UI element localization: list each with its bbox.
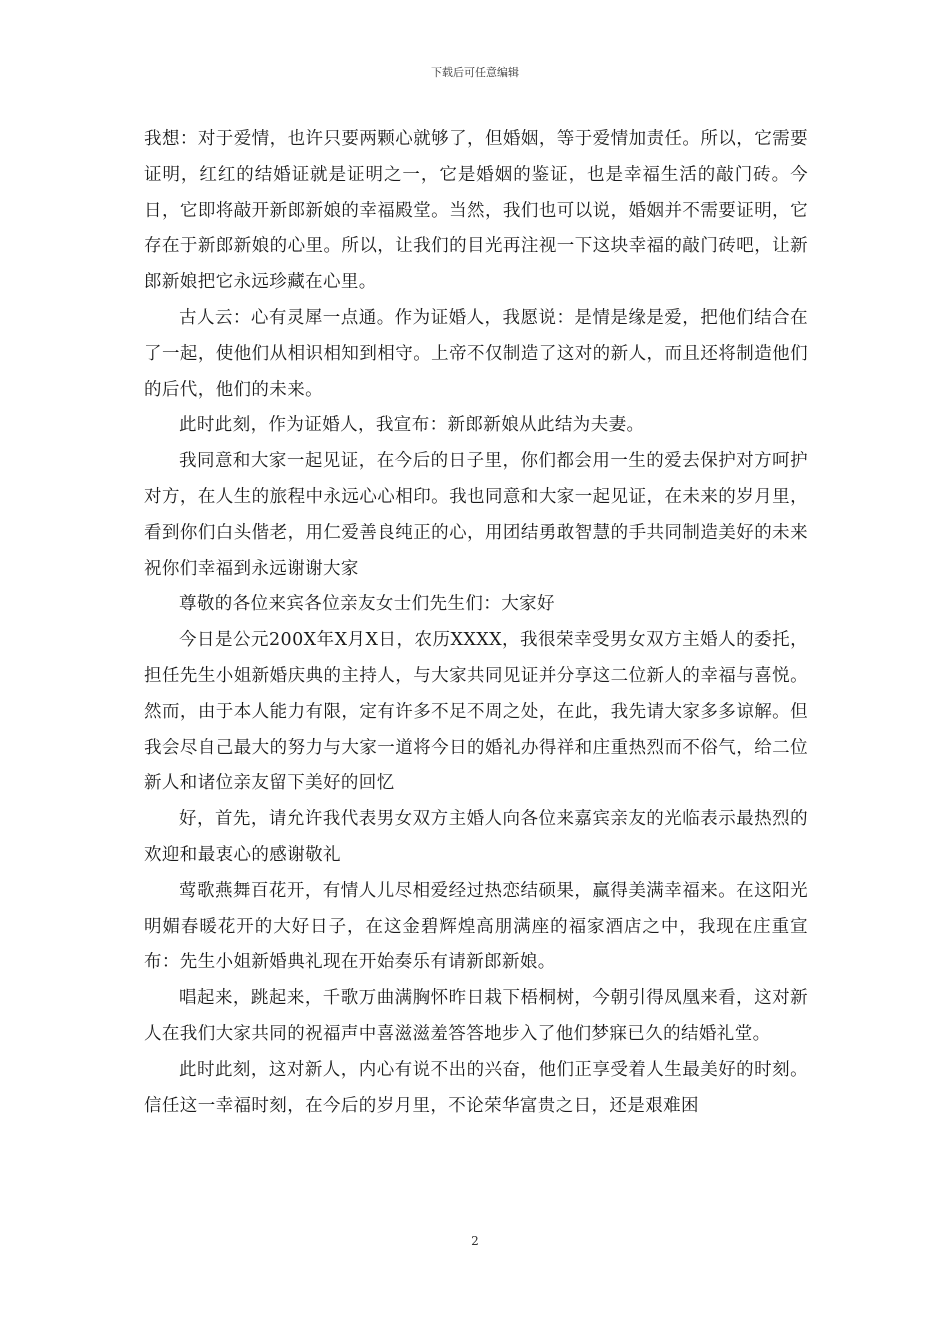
paragraph-6: 今日是公元200X年X月X日，农历XXXX，我很荣幸受男女双方主婚人的委托，担任先生小姐新婚庆典的主持人，与大家共同见证并分享这二位新人的幸福与喜悦。然而，由于本人能力有限，定有许多不足不周之处，在此，我先请大家多多谅解。但我会尽自己最大的努力与大家一道将今日的婚礼办得祥和庄重热烈而不俗气，给二位新人和诸位亲友留下美好的回忆	[144, 630, 808, 794]
paragraph-1: 我想：对于爱情，也许只要两颗心就够了，但婚姻，等于爱情加责任。所以，它需要证明，红红的结婚证就是证明之一，它是婚姻的鉴证，也是幸福生活的敲门砖。今日，它即将敲开新郎新娘的幸福殿堂。当然，我们也可以说，婚姻并不需要证明，它存在于新郎新娘的心里。所以，让我们的目光再注视一下这块幸福的敲门砖吧，让新郎新娘把它永远珍藏在心里。	[144, 129, 808, 293]
document-body	[144, 122, 808, 1124]
paragraph-4: 我同意和大家一起见证，在今后的日子里，你们都会用一生的爱去保护对方呵护对方，在人生的旅程中永远心心相印。我也同意和大家一起见证，在未来的岁月里，看到你们白头偕老，用仁爱善良纯正的心，用团结勇敢智慧的手共同制造美好的未来祝你们幸福到永远谢谢大家	[144, 451, 808, 579]
paragraph-5: 尊敬的各位来宾各位亲友女士们先生们：大家好	[179, 594, 555, 615]
paragraph-3: 此时此刻，作为证婚人，我宣布：新郎新娘从此结为夫妻。	[179, 415, 645, 436]
paragraph-9: 唱起来，跳起来，千歌万曲满胸怀昨日栽下梧桐树，今朝引得凤凰来看，这对新人在我们大家共同的祝福声中喜滋滋羞答答地步入了他们梦寐已久的结婚礼堂。	[144, 988, 808, 1044]
page-header: 下载后可任意编辑	[431, 66, 519, 79]
paragraph-7: 好，首先，请允许我代表男女双方主婚人向各位来嘉宾亲友的光临表示最热烈的欢迎和最衷心的感谢敬礼	[144, 809, 808, 865]
paragraph-10: 此时此刻，这对新人，内心有说不出的兴奋，他们正享受着人生最美好的时刻。信任这一幸福时刻，在今后的岁月里，不论荣华富贵之日，还是艰难困	[144, 1059, 808, 1116]
paragraph-2: 古人云：心有灵犀一点通。作为证婚人，我愿说：是情是缘是爱，把他们结合在了一起，使他们从相识相知到相守。上帝不仅制造了这对的新人，而且还将制造他们的后代，他们的未来。	[144, 307, 808, 400]
paragraph-8: 莺歌燕舞百花开，有情人儿尽相爱经过热恋结硕果，赢得美满幸福来。在这阳光明媚春暖花开的大好日子，在这金碧辉煌高朋满座的福家酒店之中，我现在庄重宣布：先生小姐新婚典礼现在开始奏乐有请新郎新娘。	[144, 880, 808, 973]
page-number: 2	[471, 1234, 479, 1248]
